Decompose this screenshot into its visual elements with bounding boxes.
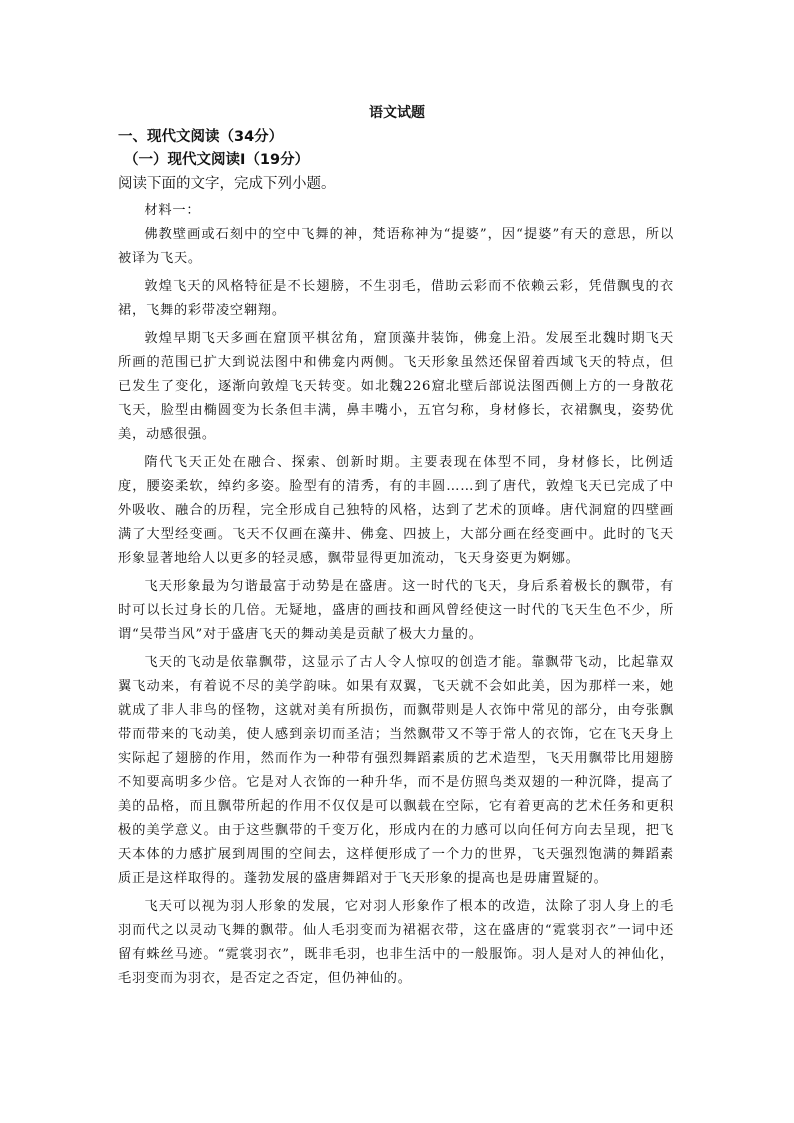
section-heading: 一、现代文阅读（34分）	[118, 129, 284, 145]
document-title: 语文试题	[369, 105, 425, 121]
instruction-text: 阅读下面的文字，完成下列小题。	[118, 176, 336, 192]
material-label: 材料一：	[144, 203, 201, 218]
passage-paragraph: 飞天可以视为羽人形象的发展，它对羽人形象作了根本的改造，汰除了羽人身上的毛羽而代之以灵动飞舞的飘带。仙人毛羽变而为裙裾衣带，这在盛唐的“霓裳羽衣”一词中还留有蛛丝马迹。“霓裳羽衣”，既非毛羽，也非生活中的一般服饰。羽人是对人的神仙化，毛羽变而为羽衣，是否定之否定，但仍神仙的。	[118, 899, 674, 986]
reading-passage	[118, 199, 674, 995]
subsection-heading: （一）现代文阅读Ⅰ（19分）	[124, 152, 310, 168]
passage-paragraph: 隋代飞天正处在融合、探索、创新时期。主要表现在体型不同，身材修长，比例适度，腰姿柔软，绰约多姿。脸型有的清秀，有的丰圆……到了唐代，敦煌飞天已完成了中外吸收、融合的历程，完全形成自己独特的风格，达到了艺术的顶峰。唐代洞窟的四壁画满了大型经变画。飞天不仅画在藻井、佛龛、四披上，大部分画在经变画中。此时的飞天形象显著地给人以更多的轻灵感，飘带显得更加流动，飞天身姿更为婀娜。	[118, 455, 674, 566]
passage-paragraph: 敦煌飞天的风格特征是不长翅膀，不生羽毛，借助云彩而不依赖云彩，凭借飘曳的衣裙，飞舞的彩带凌空翱翔。	[118, 279, 674, 318]
passage-paragraph: 佛教壁画或石刻中的空中飞舞的神，梵语称神为“提婆”，因“提婆”有天的意思，所以被译为飞天。	[118, 227, 674, 266]
passage-paragraph: 飞天的飞动是依靠飘带，这显示了古人令人惊叹的创造才能。靠飘带飞动，比起靠双翼飞动来，有着说不尽的美学韵味。如果有双翼，飞天就不会如此美，因为那样一来，她就成了非人非鸟的怪物，这就对美有所损伤，而飘带则是人衣饰中常见的部分，由夸张飘带而带来的飞动美，使人感到亲切而圣洁；当然飘带又不等于常人的衣饰，它在飞天身上实际起了翅膀的作用，然而作为一种带有强烈舞蹈素质的艺术造型，飞天用飘带比用翅膀不知要高明多少倍。它是对人衣饰的一种升华，而不是仿照鸟类双翅的一种沉降，提高了美的品格，而且飘带所起的作用不仅仅是可以飘载在空际，它有着更高的艺术任务和更积极的美学意义。由于这些飘带的千变万化，形成内在的力感可以向任何方向去呈现，把飞天本体的力感扩展到周围的空间去，这样便形成了一个力的世界，飞天强烈饱满的舞蹈素质正是这样取得的。蓬勃发展的盛唐舞蹈对于飞天形象的提高也是毋庸置疑的。	[118, 655, 674, 886]
passage-paragraph: 飞天形象最为匀谐最富于动势是在盛唐。这一时代的飞天，身后系着极长的飘带，有时可以长过身长的几倍。无疑地，盛唐的画技和画风曾经使这一时代的飞天生色不少，所谓“吴带当风”对于盛唐飞天的舞动美是贡献了极大力量的。	[118, 579, 674, 642]
passage-paragraph: 敦煌早期飞天多画在窟顶平棋岔角，窟顶藻井装饰，佛龛上沿。发展至北魏时期飞天所画的范围已扩大到说法图中和佛龛内两侧。飞天形象虽然还保留着西域飞天的特点，但已发生了变化，逐渐向敦煌飞天转变。如北魏226窟北壁后部说法图西侧上方的一身散花飞天，脸型由椭圆变为长条但丰满，鼻丰嘴小，五官匀称，身材修长，衣裙飘曳，姿势优美，动感很强。	[118, 331, 674, 442]
